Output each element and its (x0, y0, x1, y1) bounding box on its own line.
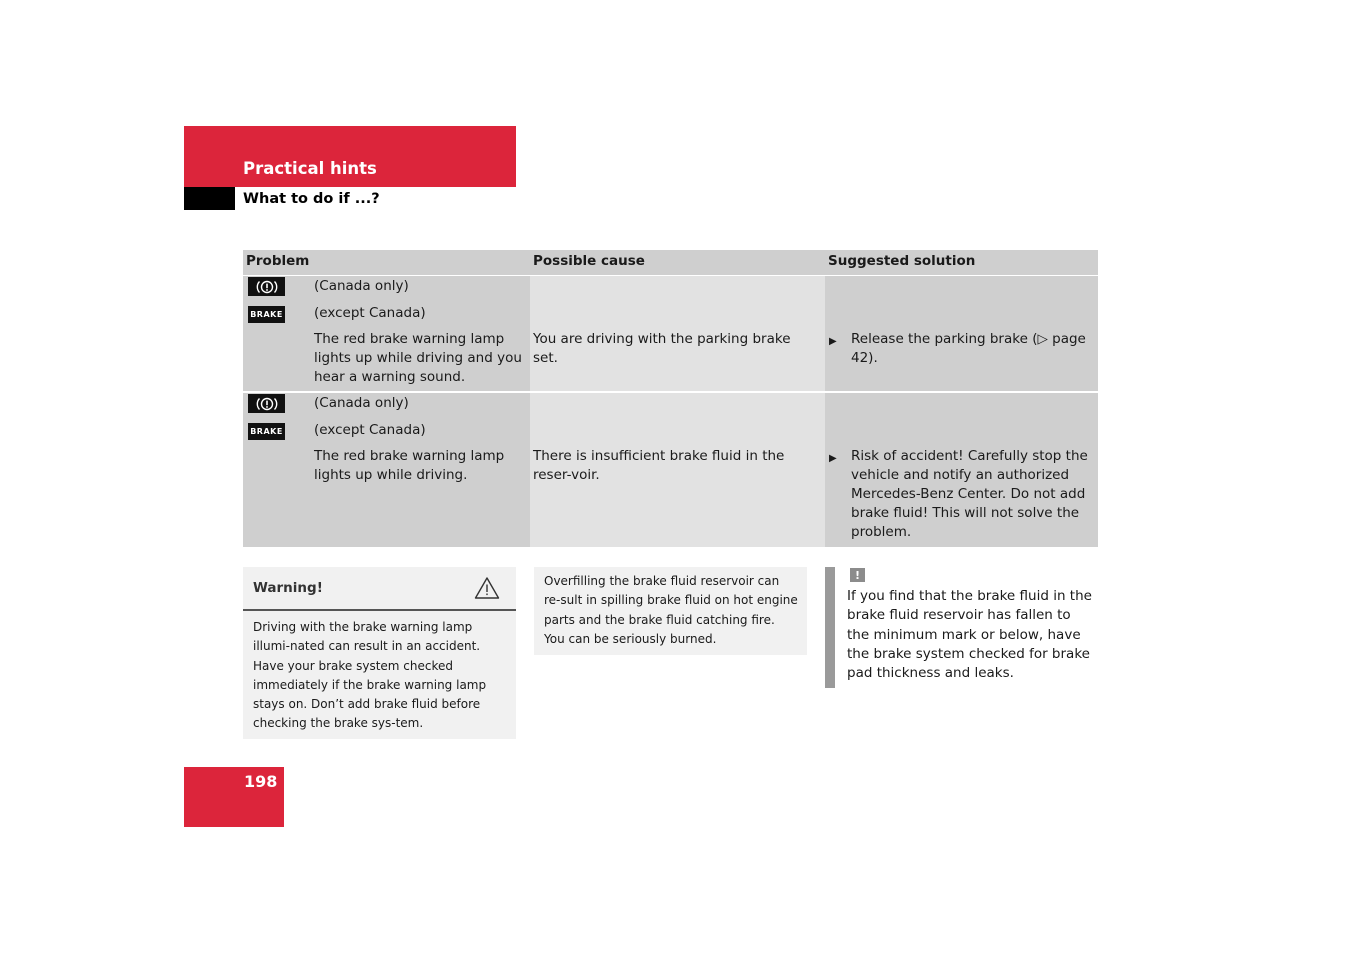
warning-header (243, 567, 516, 611)
column-header-cause: Possible cause (530, 250, 825, 275)
table-row-problem (243, 276, 530, 391)
column-header-problem: Problem (243, 250, 530, 275)
warning-box (243, 567, 516, 739)
triangle-bullet-icon: ▶ (829, 336, 837, 347)
fire-hazard-note (534, 567, 807, 655)
brake-circle-exclamation-icon (248, 277, 285, 296)
cause-text: There is insufficient brake fluid in the reser-voir. (533, 448, 785, 483)
note-text: Overfilling the brake fluid reservoir can re-sult in spilling brake fluid on hot engine parts and the brake fluid catching fire. You can be seriously burned. (544, 574, 798, 646)
solution-text: Release the parking brake (▷ page 42). (851, 331, 1086, 366)
subsection-title: What to do if ...? (243, 191, 380, 207)
warning-title: Warning! (253, 580, 323, 596)
notice-box (825, 567, 1098, 688)
problem-description: The red brake warning lamp lights up while driving. (314, 448, 505, 483)
brake-circle-exclamation-icon (248, 394, 285, 413)
canada-only-label: (Canada only) (314, 395, 409, 411)
notice-sidebar (825, 567, 835, 688)
brake-text-icon: BRAKE (248, 306, 285, 323)
table-row-solution (825, 276, 1098, 391)
solution-text: Risk of accident! Carefully stop the vehicle and notify an authorized Mercedes-Benz Center. Do not add brake fluid! This will not solve the problem. (851, 448, 1088, 540)
table-row-solution (825, 393, 1098, 547)
problem-description: The red brake warning lamp lights up while driving and you hear a warning sound. (314, 331, 522, 385)
warning-triangle-icon (474, 576, 500, 604)
cause-text: You are driving with the parking brake set. (533, 331, 791, 366)
section-title: Practical hints (243, 159, 377, 178)
brake-text-icon: BRAKE (248, 423, 285, 440)
section-marker (184, 187, 235, 210)
column-header-solution: Suggested solution (825, 250, 1098, 275)
triangle-bullet-icon: ▶ (829, 453, 837, 464)
except-canada-label: (except Canada) (314, 305, 426, 321)
table-row-cause (530, 393, 825, 547)
table-row-problem (243, 393, 530, 547)
canada-only-label: (Canada only) (314, 278, 409, 294)
notice-text: If you find that the brake fluid in the brake fluid reservoir has fallen to the minimum mark or below, have the brake system checked for brake pad thickness and leaks. (847, 588, 1092, 682)
table-row-cause (530, 276, 825, 391)
warning-text: Driving with the brake warning lamp illumi-nated can result in an accident. Have your brake system checked immediately if the brake warning lamp stays on. Don’t add brake fluid before checking the brake sys-tem. (253, 620, 487, 731)
page-number: 198 (244, 772, 278, 791)
except-canada-label: (except Canada) (314, 422, 426, 438)
exclamation-icon: ! (850, 568, 865, 582)
